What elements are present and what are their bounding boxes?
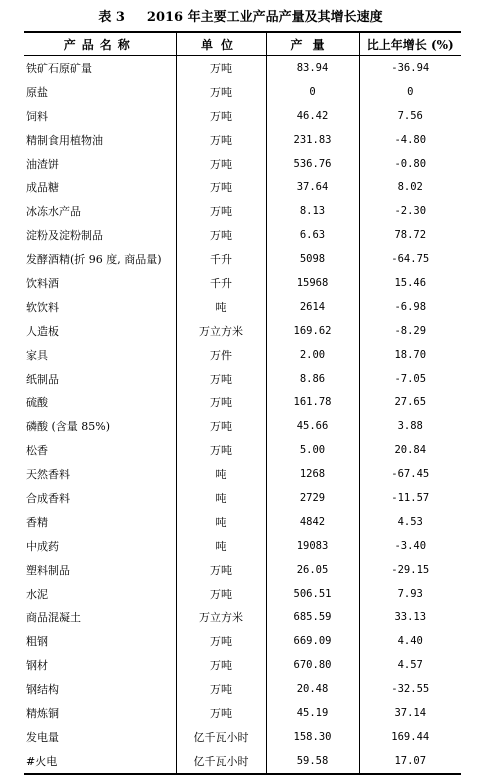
quantity-cell: 5098: [266, 247, 359, 271]
product-name-cell: 纸制品: [26, 372, 59, 386]
unit-cell: 万吨: [176, 582, 266, 606]
unit-cell: 千升: [176, 247, 266, 271]
quantity-cell: 46.42: [266, 104, 359, 128]
unit-cell: 万件: [176, 343, 266, 367]
unit-cell: 万吨: [176, 223, 266, 247]
growth-cell: 78.72: [359, 223, 461, 247]
product-name-cell: #火电: [26, 754, 58, 768]
product-name-cell: 油渣饼: [26, 157, 59, 171]
table-row: [24, 629, 461, 653]
table-title-text: 2016 年主要工业产品产量及其增长速度: [146, 10, 383, 25]
growth-cell: -6.98: [359, 295, 461, 319]
unit-cell: 万吨: [176, 128, 266, 152]
production-table: [24, 31, 461, 775]
growth-cell: 15.46: [359, 271, 461, 295]
header-quantity: 产量: [266, 32, 359, 56]
growth-cell: 7.93: [359, 582, 461, 606]
quantity-cell: 536.76: [266, 152, 359, 176]
quantity-cell: 0: [266, 80, 359, 104]
growth-cell: -67.45: [359, 462, 461, 486]
unit-cell: 万吨: [176, 56, 266, 80]
growth-cell: 169.44: [359, 725, 461, 749]
unit-cell: 吨: [176, 295, 266, 319]
unit-cell: 亿千瓦小时: [176, 749, 266, 774]
product-name-cell: 淀粉及淀粉制品: [26, 229, 103, 243]
quantity-cell: 685.59: [266, 605, 359, 629]
growth-cell: 3.88: [359, 414, 461, 438]
unit-cell: 亿千瓦小时: [176, 725, 266, 749]
table-number: 表 3: [98, 10, 125, 25]
table-row: [24, 653, 461, 677]
table-row: [24, 319, 461, 343]
unit-cell: 千升: [176, 271, 266, 295]
table-row: [24, 390, 461, 414]
table-row: [24, 152, 461, 176]
growth-cell: 20.84: [359, 438, 461, 462]
quantity-cell: 26.05: [266, 558, 359, 582]
quantity-cell: 670.80: [266, 653, 359, 677]
table-header-row: [24, 32, 461, 56]
product-name-cell: 中成药: [26, 539, 59, 553]
product-name-cell: 发酵酒精(折 96 度, 商品量): [26, 253, 162, 267]
growth-cell: -0.80: [359, 152, 461, 176]
growth-cell: 0: [359, 80, 461, 104]
unit-cell: 吨: [176, 462, 266, 486]
unit-cell: 吨: [176, 486, 266, 510]
quantity-cell: 59.58: [266, 749, 359, 774]
quantity-cell: 506.51: [266, 582, 359, 606]
header-unit: 单位: [176, 32, 266, 56]
growth-cell: -29.15: [359, 558, 461, 582]
unit-cell: 万吨: [176, 653, 266, 677]
product-name-cell: 硫酸: [26, 396, 48, 410]
quantity-cell: 5.00: [266, 438, 359, 462]
product-name-cell: 软饮料: [26, 300, 59, 314]
unit-cell: 万吨: [176, 367, 266, 391]
unit-cell: 万吨: [176, 152, 266, 176]
product-name-cell: 饲料: [26, 109, 48, 123]
growth-cell: 37.14: [359, 701, 461, 725]
growth-cell: 18.70: [359, 343, 461, 367]
quantity-cell: 45.66: [266, 414, 359, 438]
unit-cell: 万立方米: [176, 605, 266, 629]
product-name-cell: 钢材: [26, 659, 48, 673]
table-row: [24, 295, 461, 319]
unit-cell: 吨: [176, 510, 266, 534]
quantity-cell: 15968: [266, 271, 359, 295]
quantity-cell: 169.62: [266, 319, 359, 343]
growth-cell: 17.07: [359, 749, 461, 774]
table-row: [24, 128, 461, 152]
quantity-cell: 231.83: [266, 128, 359, 152]
unit-cell: 万吨: [176, 390, 266, 414]
quantity-cell: 8.13: [266, 199, 359, 223]
growth-cell: -11.57: [359, 486, 461, 510]
unit-cell: 万立方米: [176, 319, 266, 343]
growth-cell: 33.13: [359, 605, 461, 629]
product-name-cell: 香精: [26, 515, 48, 529]
table-row: [24, 247, 461, 271]
unit-cell: 万吨: [176, 701, 266, 725]
quantity-cell: 19083: [266, 534, 359, 558]
product-name-cell: 松香: [26, 444, 48, 458]
unit-cell: 万吨: [176, 175, 266, 199]
quantity-cell: 1268: [266, 462, 359, 486]
quantity-cell: 6.63: [266, 223, 359, 247]
table-row: [24, 56, 461, 80]
table-row: [24, 175, 461, 199]
growth-cell: -64.75: [359, 247, 461, 271]
table-row: [24, 367, 461, 391]
quantity-cell: 161.78: [266, 390, 359, 414]
product-name-cell: 钢结构: [26, 683, 59, 697]
unit-cell: 万吨: [176, 199, 266, 223]
header-product-name: 产品名称: [24, 32, 176, 56]
table-row: [24, 701, 461, 725]
table-row: [24, 486, 461, 510]
product-name-cell: 家具: [26, 348, 48, 362]
quantity-cell: 2729: [266, 486, 359, 510]
table-row: [24, 438, 461, 462]
product-name-cell: 冰冻水产品: [26, 205, 81, 219]
product-name-cell: 铁矿石原矿量: [26, 61, 92, 75]
table-row: [24, 462, 461, 486]
growth-cell: -3.40: [359, 534, 461, 558]
table-row: [24, 199, 461, 223]
product-name-cell: 发电量: [26, 730, 59, 744]
growth-cell: -32.55: [359, 677, 461, 701]
table-row: [24, 582, 461, 606]
product-name-cell: 塑料制品: [26, 563, 70, 577]
product-name-cell: 精制食用植物油: [26, 133, 103, 147]
table-row: [24, 677, 461, 701]
table-row: [24, 104, 461, 128]
growth-cell: 4.57: [359, 653, 461, 677]
table-row: [24, 510, 461, 534]
quantity-cell: 4842: [266, 510, 359, 534]
product-name-cell: 人造板: [26, 324, 59, 338]
growth-cell: -36.94: [359, 56, 461, 80]
quantity-cell: 158.30: [266, 725, 359, 749]
table-body: [24, 56, 461, 774]
table-row: [24, 605, 461, 629]
table-row: [24, 558, 461, 582]
growth-cell: -2.30: [359, 199, 461, 223]
product-name-cell: 合成香料: [26, 491, 70, 505]
table-row: [24, 80, 461, 104]
product-name-cell: 磷酸 (含量 85%): [26, 420, 111, 434]
table-title: [0, 6, 481, 25]
table-row: [24, 534, 461, 558]
product-name-cell: 商品混凝土: [26, 611, 81, 625]
unit-cell: 万吨: [176, 414, 266, 438]
unit-cell: 万吨: [176, 558, 266, 582]
unit-cell: 万吨: [176, 629, 266, 653]
product-name-cell: 原盐: [26, 85, 48, 99]
quantity-cell: 20.48: [266, 677, 359, 701]
product-name-cell: 精炼铜: [26, 706, 59, 720]
quantity-cell: 45.19: [266, 701, 359, 725]
header-growth: 比上年增长 (%): [359, 32, 461, 56]
product-name-cell: 粗钢: [26, 635, 48, 649]
table-row: [24, 414, 461, 438]
quantity-cell: 37.64: [266, 175, 359, 199]
unit-cell: 万吨: [176, 80, 266, 104]
growth-cell: -4.80: [359, 128, 461, 152]
table-row: [24, 271, 461, 295]
unit-cell: 万吨: [176, 104, 266, 128]
growth-cell: 7.56: [359, 104, 461, 128]
quantity-cell: 669.09: [266, 629, 359, 653]
product-name-cell: 饮料酒: [26, 276, 59, 290]
unit-cell: 万吨: [176, 677, 266, 701]
product-name-cell: 成品糖: [26, 181, 59, 195]
growth-cell: -7.05: [359, 367, 461, 391]
quantity-cell: 2.00: [266, 343, 359, 367]
table-row: [24, 343, 461, 367]
growth-cell: -8.29: [359, 319, 461, 343]
table-row: [24, 223, 461, 247]
table-row: [24, 749, 461, 774]
growth-cell: 27.65: [359, 390, 461, 414]
product-name-cell: 水泥: [26, 587, 48, 601]
quantity-cell: 83.94: [266, 56, 359, 80]
unit-cell: 万吨: [176, 438, 266, 462]
growth-cell: 4.53: [359, 510, 461, 534]
quantity-cell: 8.86: [266, 367, 359, 391]
quantity-cell: 2614: [266, 295, 359, 319]
growth-cell: 8.02: [359, 175, 461, 199]
unit-cell: 吨: [176, 534, 266, 558]
product-name-cell: 天然香料: [26, 468, 70, 482]
table-row: [24, 725, 461, 749]
growth-cell: 4.40: [359, 629, 461, 653]
